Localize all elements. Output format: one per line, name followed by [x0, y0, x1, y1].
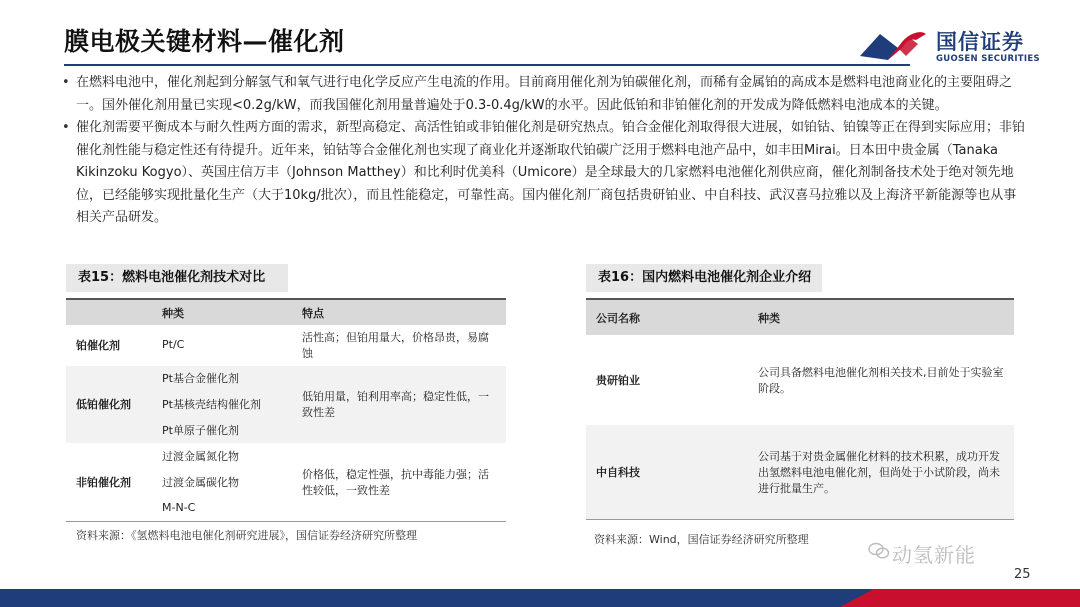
catalyst-comparison-table [66, 298, 506, 522]
logo-text-cn: 国信证券 [936, 30, 1024, 54]
type-cell: Pt基核壳结构催化剂 [152, 391, 292, 417]
company-intro-table [586, 298, 1014, 520]
feature-cell: 活性高；但铂用量大，价格昂贵，易腐蚀 [302, 330, 489, 360]
table-row [586, 335, 1014, 425]
table16-source: 资料来源：Wind，国信证券经济研究所整理 [594, 533, 809, 546]
table-header-cell: 特点 [292, 299, 506, 325]
guosen-logo [858, 22, 1058, 68]
category-cell: 低铂催化剂 [66, 365, 152, 443]
table-header-cell [66, 299, 152, 325]
page-title: 膜电极关键材料—催化剂 [64, 27, 345, 56]
type-cell: M-N-C [162, 501, 196, 515]
page-number: 25 [1014, 567, 1031, 582]
type-cell: 过渡金属氮化物 [162, 450, 239, 464]
watermark: 动氢新能 [892, 543, 976, 567]
feature-cell: 价格低，稳定性强，抗中毒能力强；活性较低，一致性差 [302, 468, 489, 497]
table15-source: 资料来源：《氢燃料电池电催化剂研究进展》，国信证券经济研究所整理 [76, 529, 417, 542]
description-cell: 公司基于对贵金属催化材料的技术积累，成功开发出氢燃料电池电催化剂，但尚处于小试阶段，尚未进行批量生产。 [748, 425, 1014, 519]
table-row [66, 443, 506, 469]
bullet-item: • 在燃料电池中，催化剂起到分解氢气和氧气进行电化学反应产生电流的作用。目前商用催化剂为铂碳催化剂，而稀有金属铂的高成本是燃料电池商业化的主要阻碍之一。国外催化剂用量已实现<0.2g/kW，而我国催化剂用量普遍处于0.3-0.4g/kW的水平。因此低铂和非铂催化剂的开发成为降低燃料电池成本的关键。 [62, 72, 1028, 117]
type-cell: Pt单原子催化剂 [152, 417, 292, 443]
logo-text-en: GUOSEN SECURITIES [936, 54, 1040, 64]
type-cell: Pt/C [162, 338, 185, 352]
table-header-cell: 公司名称 [586, 299, 748, 335]
table16-caption: 表16：国内燃料电池催化剂企业介绍 [586, 264, 822, 292]
guosen-logo-icon [858, 26, 928, 66]
company-cell: 贵研铂业 [596, 374, 640, 387]
wechat-icon [868, 542, 890, 560]
company-cell: 中自科技 [586, 425, 748, 519]
type-cell: 过渡金属碳化物 [162, 476, 239, 489]
bullet-list [62, 72, 1028, 230]
footer-accent [840, 589, 1080, 607]
type-cell: Pt基合金催化剂 [152, 365, 292, 391]
category-cell: 铂催化剂 [76, 338, 120, 352]
table-row [66, 325, 506, 365]
feature-cell: 低铂用量，铂利用率高；稳定性低，一致性差 [292, 365, 506, 443]
table-header-row [66, 299, 506, 325]
table-row [586, 425, 1014, 519]
category-cell: 非铂催化剂 [76, 476, 131, 489]
bullet-item: • 催化剂需要平衡成本与耐久性两方面的需求，新型高稳定、高活性铂或非铂催化剂是研究热点。铂合金催化剂取得很大进展，如铂钴、铂镍等正在得到实际应用；非铂催化剂性能与稳定性还有待提升。近年来，铂钴等合金催化剂也实现了商业化并逐渐取代铂碳广泛用于燃料电池产品中，如丰田Mirai。日本田中贵金属（Tanaka Kikinzoku Kogyo）、英国庄信万丰（Johnson Matthey）和比利时优美科（Umicore）是全球最大的几家燃料电池催化剂供应商，催化剂制备技术处于绝对领先地位，已经能够实现批量化生产（大于10kg/批次），而且性能稳定，可靠性高。国内催化剂厂商包括贵研铂业、中自科技、武汉喜马拉雅以及上海济平新能源等也从事相关产品研发。 [62, 117, 1028, 230]
title-divider [64, 64, 910, 66]
table15-caption: 表15：燃料电池催化剂技术对比 [66, 264, 288, 292]
table-header-cell: 种类 [152, 299, 292, 325]
table-header-cell: 种类 [748, 299, 1014, 335]
table-row [66, 365, 506, 391]
table-header-row [586, 299, 1014, 335]
description-cell: 公司具备燃料电池催化剂相关技术,目前处于实验室阶段。 [758, 366, 1004, 395]
